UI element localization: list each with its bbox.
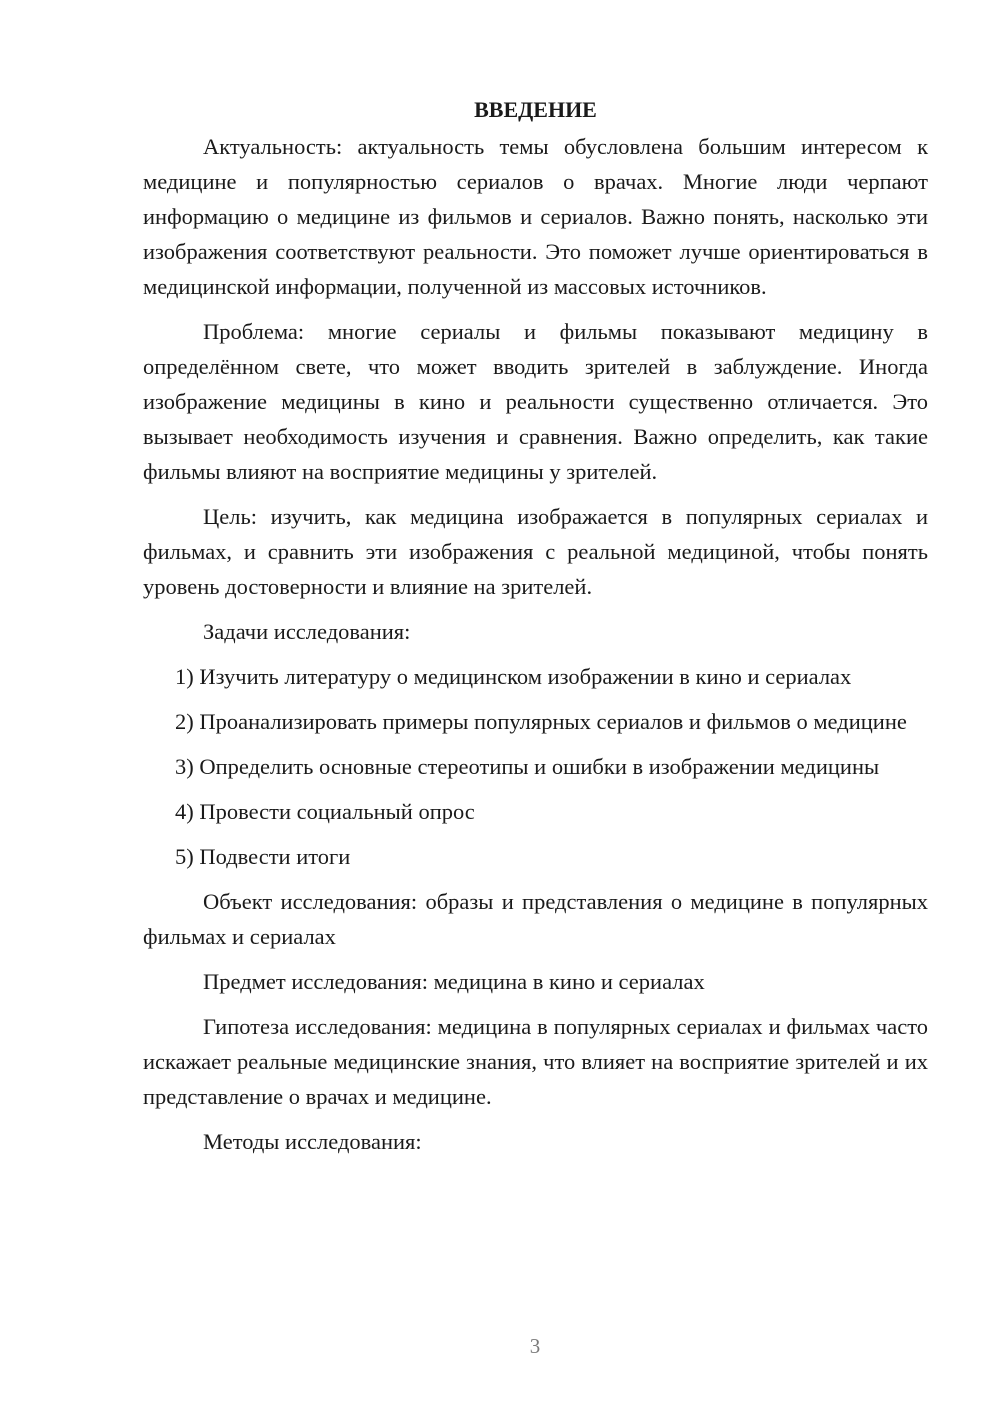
problem-paragraph: Проблема: многие сериалы и фильмы показывают медицину в определённом свете, что может вводить зрителей в заблуждение. Иногда изображение медицины в кино и реальности существенно отличается. Это вызывает необходимость изучения и сравнения. Важно определить, как такие фильмы влияют на восприятие медицины у зрителей. <box>143 319 928 484</box>
goal-paragraph: Цель: изучить, как медицина изображается в популярных сериалах и фильмах, и сравнить эти изображения с реальной медициной, чтобы понять уровень достоверности и влияние на зрителей. <box>143 504 928 599</box>
hypothesis-paragraph: Гипотеза исследования: медицина в популярных сериалах и фильмах часто искажает реальные медицинские знания, что влияет на восприятие зрителей и их представление о врачах и медицине. <box>143 1014 928 1109</box>
relevance-paragraph: Актуальность: актуальность темы обусловлена большим интересом к медицине и популярностью сериалов о врачах. Многие люди черпают информацию о медицине из фильмов и сериалов. Важно понять, насколько эти изображения соответствуют реальности. Это поможет лучше ориентироваться в медицинской информации, полученной из массовых источников. <box>143 134 928 299</box>
subject-paragraph: Предмет исследования: медицина в кино и сериалах <box>203 969 705 994</box>
task-item-4: 4) Провести социальный опрос <box>175 799 475 824</box>
task-item-5: 5) Подвести итоги <box>175 844 351 869</box>
document-page <box>143 92 928 1169</box>
task-item-2: 2) Проанализировать примеры популярных сериалов и фильмов о медицине <box>175 709 907 734</box>
tasks-heading: Задачи исследования: <box>203 619 411 644</box>
task-item-3: 3) Определить основные стереотипы и ошибки в изображении медицины <box>175 754 880 779</box>
page-title: ВВЕДЕНИЕ <box>474 97 597 122</box>
object-paragraph: Объект исследования: образы и представления о медицине в популярных фильмах и сериалах <box>143 889 928 949</box>
task-item-1: 1) Изучить литературу о медицинском изображении в кино и сериалах <box>175 664 852 689</box>
page-number: 3 <box>529 1334 541 1358</box>
methods-heading: Методы исследования: <box>203 1129 422 1154</box>
